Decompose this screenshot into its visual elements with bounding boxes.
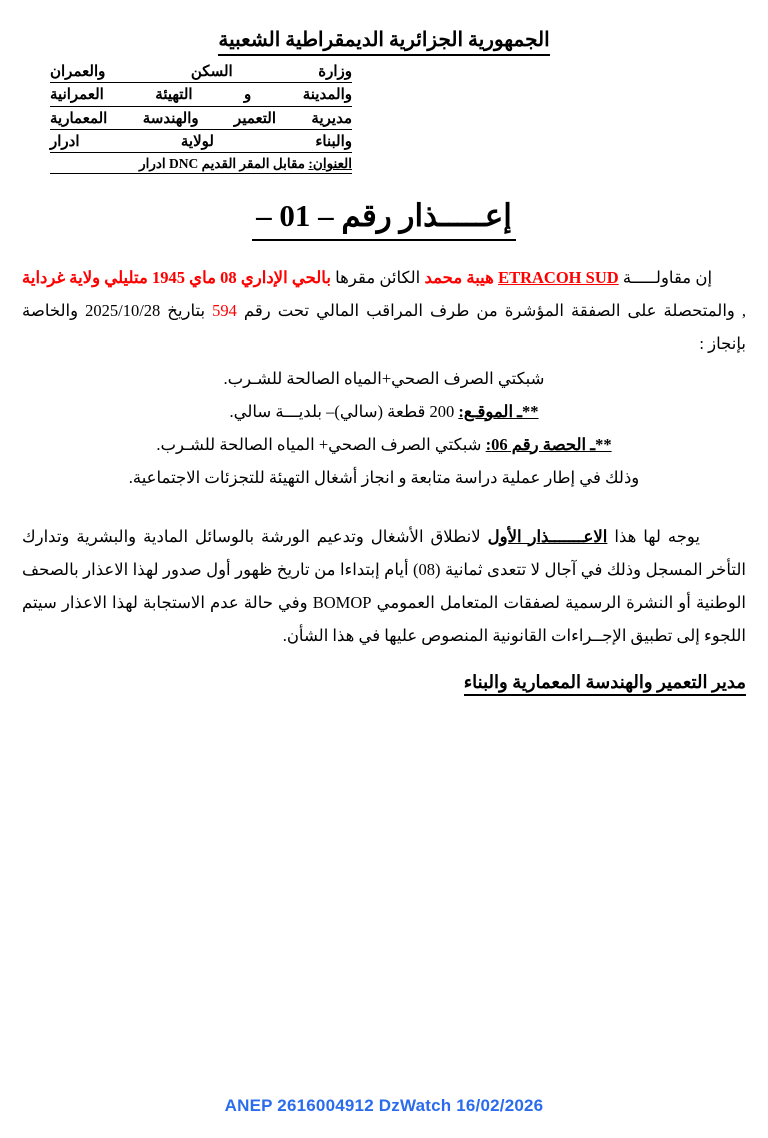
closing-seg-3: وفي حالة عدم الاستجابة لهذا الاعذار سيتم اللجوء إلى تطبيق الإجــراءات القانونية المنصوص عليها في هذا الشأن.	[22, 592, 746, 645]
address-line	[50, 155, 352, 174]
intro-paragraph	[22, 261, 746, 360]
anep-reference: ANEP 2616004912 DzWatch 16/02/2026	[224, 1096, 544, 1115]
bullet-location-label: **ـ الموقـع:	[458, 401, 539, 421]
title-row	[22, 196, 746, 240]
page-title: إعـــــذار رقم – 01 –	[252, 196, 516, 240]
project-scope-line: شبكتي الصرف الصحي+المياه الصالحة للشـرب.	[223, 368, 545, 388]
intro-seg-1: إن مقاولـــــة	[622, 267, 713, 287]
company-address: بالحي الإداري 08 ماي 1945 متليلي ولاية غرداية	[22, 267, 331, 287]
company-name: ETRACOH SUD	[498, 267, 619, 287]
closing-block	[22, 520, 746, 652]
bullet-location-value: 200 قطعة (سالي)– بلديـــة سالي.	[229, 401, 455, 421]
bomop-reference: BOMOP	[312, 592, 372, 612]
republic-heading: الجمهورية الجزائرية الديمقراطية الشعبية	[218, 28, 549, 56]
closing-seg-1: يوجه لها هذا	[614, 526, 701, 546]
document-footer	[0, 1096, 768, 1116]
intro-seg-4: , والمتحصلة على الصفقة المؤشرة من طرف المراقب المالي تحت رقم	[243, 300, 747, 320]
bullet-lot-value: شبكتي الصرف الصحي+ المياه الصالحة للشـرب.	[156, 434, 482, 454]
ministry-line-1: وزارة السكن والعمران	[50, 62, 352, 83]
header-subblock	[50, 62, 352, 174]
directorate-line-1: مديرية التعمير والهندسة المعمارية	[50, 109, 352, 130]
document-body	[22, 261, 746, 494]
signature-title: مدير التعمير والهندسة المعمارية والبناء	[464, 672, 746, 696]
address-label: العنوان:	[308, 156, 352, 171]
bullet-lot-label: **ـ الحصة رقم 06:	[485, 434, 612, 454]
directorate-line-2: والبناء لولاية ادرار	[50, 132, 352, 153]
company-manager: هيبة محمد	[424, 267, 494, 287]
republic-heading-row	[22, 28, 746, 56]
document-header	[22, 0, 746, 174]
intro-seg-5: بتاريخ 2025/10/28 والخاصة بإنجاز :	[22, 300, 746, 353]
closing-seg-2: لانطلاق الأشغال وتدعيم الورشة بالوسائل المادية والبشرية وتدارك التأخر المسجل وذلك في آجال لا تتعدى ثمانية (08) أيام إبتداءا من تاريخ ظهور أول صدور لهذا الاعذار بالصحف الوطنية أو النشرة الرسمية لصفقات المتعامل العمومي	[22, 526, 747, 612]
framework-line: وذلك في إطار عملية دراسة متابعة و انجاز أشغال التهيئة للتجزئات الاجتماعية.	[128, 467, 640, 487]
ministry-line-2: والمدينة و التهيئة العمرانية	[50, 85, 352, 106]
approval-number: 594	[212, 300, 237, 320]
notice-emphasis: الاعـــــــذار الأول	[487, 526, 608, 546]
closing-paragraph	[22, 520, 746, 652]
bullet-location	[22, 395, 746, 428]
address-value: مقابل المقر القديم DNC ادرار	[139, 156, 306, 171]
bullet-lot	[22, 428, 746, 461]
signature-block	[22, 672, 746, 696]
intro-seg-3: الكائن مقرها	[335, 267, 421, 287]
